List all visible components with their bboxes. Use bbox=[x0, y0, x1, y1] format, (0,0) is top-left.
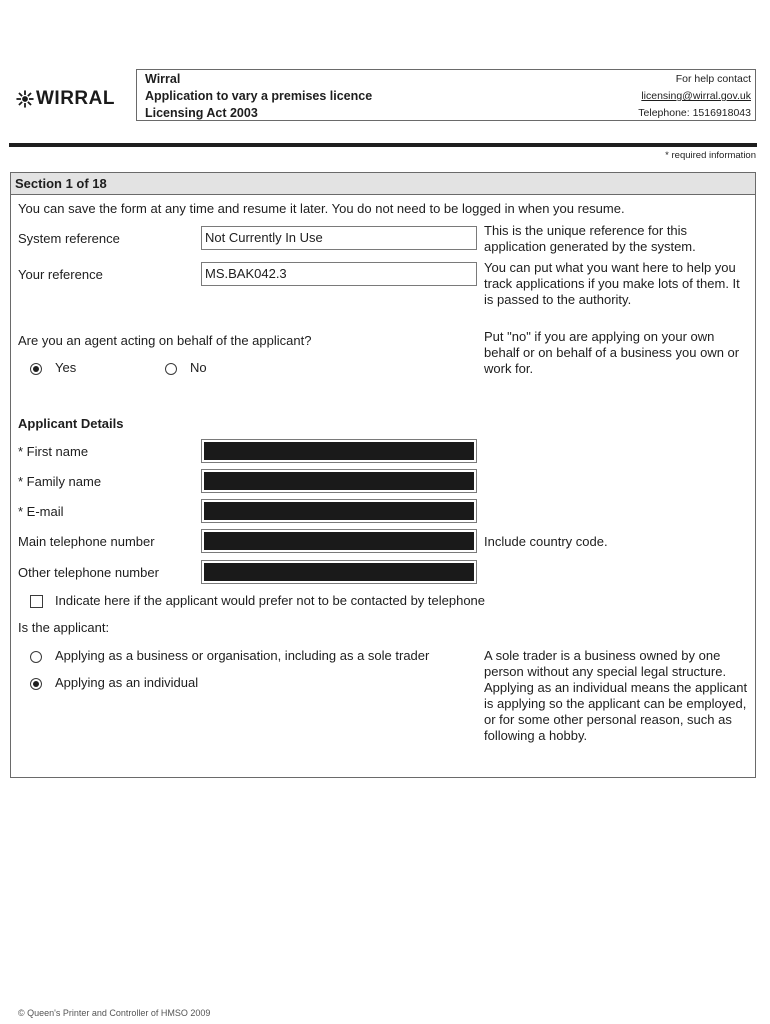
redacted-block bbox=[204, 472, 474, 490]
email-field[interactable] bbox=[201, 499, 477, 523]
header-divider bbox=[9, 143, 757, 147]
redacted-block bbox=[204, 502, 474, 520]
section-intro: You can save the form at any time and resume it later. You do not need to be logged in when you resume. bbox=[18, 201, 625, 216]
help-telephone: Telephone: 1516918043 bbox=[638, 107, 751, 119]
agent-help: Put "no" if you are applying on your own behalf or on behalf of a business you own or work for. bbox=[484, 329, 740, 376]
redacted-block bbox=[204, 532, 474, 550]
council-name: Wirral bbox=[145, 72, 181, 86]
agent-no-label: No bbox=[190, 360, 207, 375]
applicant-business-label: Applying as a business or organisation, including as a sole trader bbox=[55, 648, 430, 663]
agent-question: Are you an agent acting on behalf of the applicant? bbox=[18, 333, 312, 348]
no-phone-contact-checkbox[interactable] bbox=[30, 595, 43, 608]
your-reference-help: You can put what you want here to help you track applications if you make lots of them. It is passed to the authority. bbox=[484, 260, 740, 307]
copyright-footer: © Queen's Printer and Controller of HMSO 2009 bbox=[18, 1008, 211, 1018]
family-name-label: * Family name bbox=[18, 474, 102, 489]
system-reference-help: This is the unique reference for this application generated by the system. bbox=[484, 223, 696, 254]
wirral-logo bbox=[16, 88, 115, 110]
help-email-link[interactable]: licensing@wirral.gov.uk bbox=[641, 90, 751, 102]
system-reference-label: System reference bbox=[18, 231, 120, 246]
email-label: * E-mail bbox=[18, 504, 64, 519]
no-phone-contact-label: Indicate here if the applicant would prefer not to be contacted by telephone bbox=[55, 593, 486, 608]
first-name-field[interactable] bbox=[201, 439, 477, 463]
your-reference-field[interactable]: MS.BAK042.3 bbox=[201, 262, 477, 286]
redacted-block bbox=[204, 442, 474, 460]
main-telephone-field[interactable] bbox=[201, 529, 477, 553]
form-title: Application to vary a premises licence bbox=[145, 89, 373, 103]
redacted-block bbox=[204, 563, 474, 581]
act-name: Licensing Act 2003 bbox=[145, 106, 258, 120]
system-reference-field[interactable]: Not Currently In Use bbox=[201, 226, 477, 250]
logo-text: WIRRAL bbox=[36, 88, 115, 109]
other-telephone-label: Other telephone number bbox=[18, 565, 159, 580]
help-label: For help contact bbox=[675, 73, 751, 85]
applicant-type-help: A sole trader is a business owned by one person without any special legal structure. Applying as an individual means the applicant is applying so the applicant can be employed, or for some other personal reason, such as following a hobby. bbox=[484, 648, 748, 743]
section-title: Section 1 of 18 bbox=[11, 173, 755, 195]
agent-yes-radio[interactable] bbox=[30, 363, 42, 375]
section-panel bbox=[10, 172, 756, 778]
applicant-type-question: Is the applicant: bbox=[18, 620, 110, 635]
main-telephone-help: Include country code. bbox=[484, 534, 608, 549]
first-name-label: * First name bbox=[18, 444, 89, 459]
applicant-business-radio[interactable] bbox=[30, 651, 42, 663]
main-telephone-label: Main telephone number bbox=[18, 534, 155, 549]
applicant-individual-label: Applying as an individual bbox=[55, 675, 199, 690]
agent-yes-label: Yes bbox=[55, 360, 77, 375]
form-header bbox=[136, 69, 756, 121]
sunburst-logo-icon bbox=[16, 90, 34, 108]
required-note: * required information bbox=[665, 150, 756, 161]
other-telephone-field[interactable] bbox=[201, 560, 477, 584]
your-reference-label: Your reference bbox=[18, 267, 103, 282]
applicant-details-heading: Applicant Details bbox=[18, 416, 124, 431]
agent-no-radio[interactable] bbox=[165, 363, 177, 375]
family-name-field[interactable] bbox=[201, 469, 477, 493]
applicant-individual-radio[interactable] bbox=[30, 678, 42, 690]
